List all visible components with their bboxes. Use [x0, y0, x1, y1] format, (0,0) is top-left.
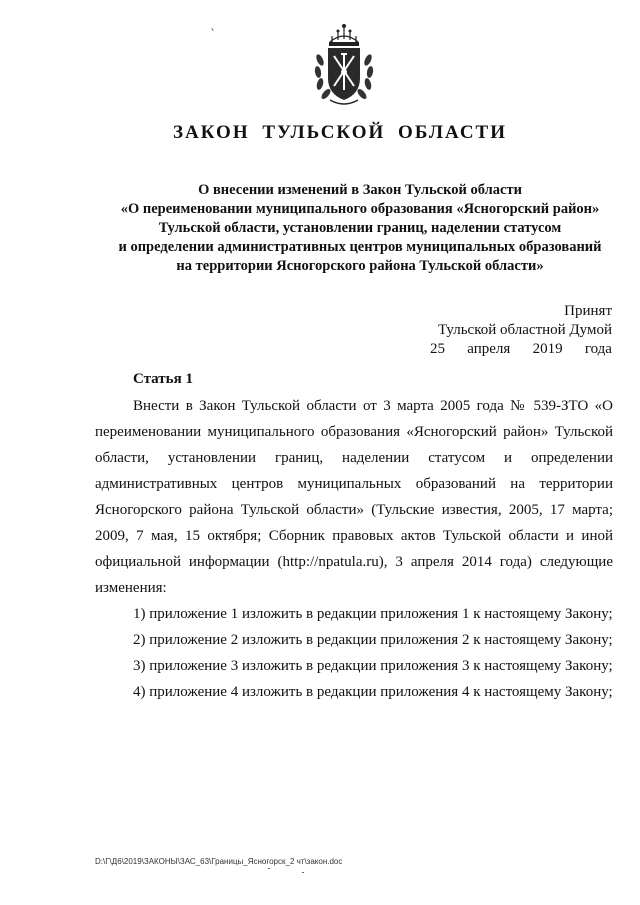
- adoption-year: 2019: [532, 341, 563, 357]
- scan-speck: [302, 872, 304, 873]
- list-item: 1) приложение 1 изложить в редакции приложения 1 к настоящему Закону;: [133, 606, 613, 622]
- file-path-footer: D:\Г\Д6\2019\ЗАКОНЫ\ЗАС_63\Границы_Ясногорск_2 чт\закон.doc: [95, 857, 343, 866]
- law-title: ЗАКОН ТУЛЬСКОЙ ОБЛАСТИ: [172, 122, 508, 143]
- adoption-date: [420, 340, 612, 359]
- subtitle-line: на территории Ясногорского района Тульской области»: [176, 258, 544, 274]
- list-item: 3) приложение 3 изложить в редакции приложения 3 к настоящему Закону;: [133, 658, 613, 674]
- scan-speck: [268, 868, 270, 869]
- list-item: 2) приложение 2 изложить в редакции приложения 2 к настоящему Закону;: [133, 632, 613, 648]
- article-heading: Статья 1: [133, 371, 193, 387]
- law-subtitle: [60, 181, 640, 276]
- adoption-day: 25: [430, 341, 445, 357]
- adoption-month: апреля: [467, 341, 511, 357]
- scan-speck: [211, 28, 213, 31]
- subtitle-line: Тульской области, установлении границ, наделении статусом: [158, 220, 562, 236]
- article-body: [95, 393, 613, 705]
- adoption-block: [420, 302, 612, 359]
- adopted-label: Принят: [564, 303, 612, 319]
- coat-of-arms-icon: [312, 20, 376, 108]
- list-item: 4) приложение 4 изложить в редакции приложения 4 к настоящему Закону;: [133, 684, 613, 700]
- adopted-by: Тульской областной Думой: [437, 322, 612, 338]
- subtitle-line: и определении административных центров муниципальных образований: [118, 239, 602, 255]
- subtitle-line: «О переименовании муниципального образования «Ясногорский район»: [120, 201, 600, 217]
- subtitle-line: О внесении изменений в Закон Тульской области: [198, 182, 522, 198]
- adoption-year-word: года: [584, 341, 612, 357]
- intro-paragraph: Внести в Закон Тульской области от 3 марта 2005 года № 539-ЗТО «О переименовании муниципального образования «Ясногорский район» Тульской области, установлении границ, наделении статусом и определении административных центров муниципальных образований на территории Ясногорского района Тульской области» (Тульские известия, 2005, 17 марта; 2009, 7 мая, 15 октября; Сборник правовых актов Тульской области и иной официальной информации (http://npatula.ru), 3 апреля 2014 года) следующие изменения:: [95, 398, 613, 596]
